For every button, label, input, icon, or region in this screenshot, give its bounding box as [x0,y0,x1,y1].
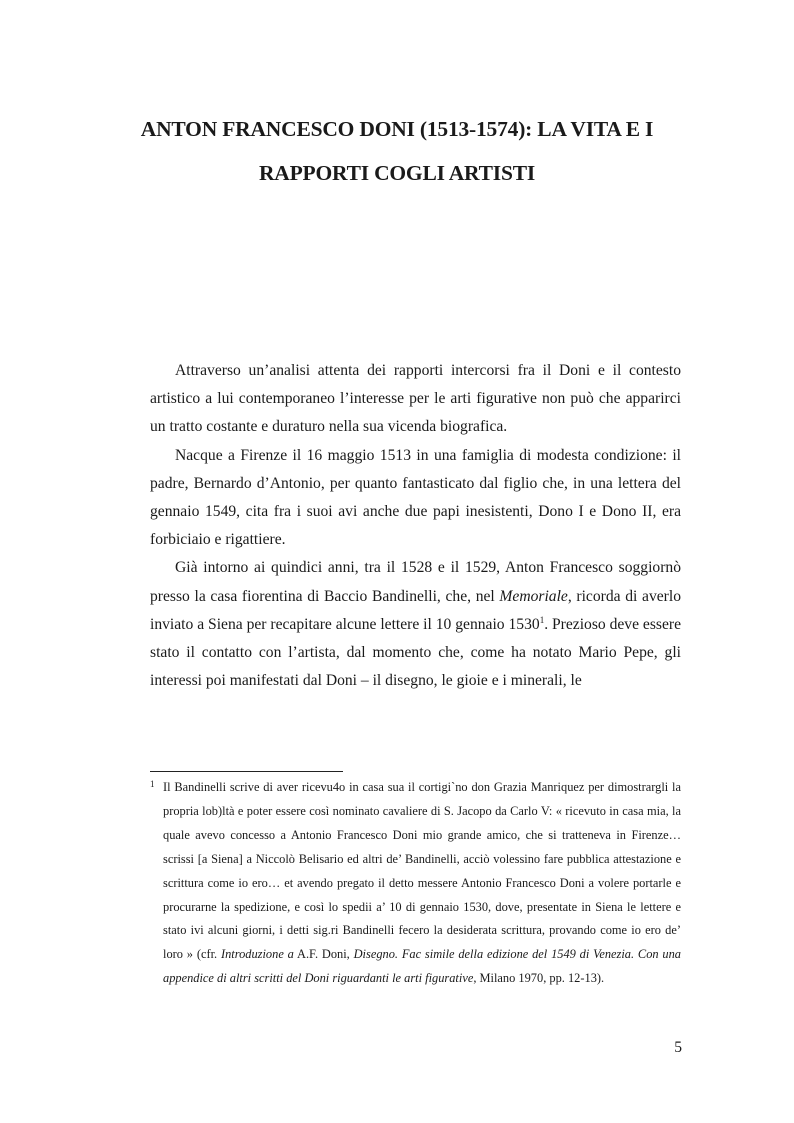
body-text [150,357,681,695]
paragraph-3-text-a: Già intorno ai quindici anni, tra il 1528 e il 1529, Anton Francesco soggiornò presso la casa fiorentina di Baccio Bandinelli, che, nel [150,559,681,605]
page-number: 5 [674,1039,682,1056]
footnote-text [163,776,681,991]
footnote-number: 1 [150,779,155,789]
paragraph-2: Nacque a Firenze il 16 maggio 1513 in una famiglia di modesta condizione: il padre, Bernardo d’Antonio, per quanto fantasticato dal figlio che, in una lettera del gennaio 1549, cita fra i suoi avi anche due papi inesistenti, Dono I e Dono II, era forbiciaio e rigattiere. [150,446,681,549]
chapter-title-line-1: ANTON FRANCESCO DONI (1513-1574): LA VITA E I [140,117,654,141]
footnote-separator [150,771,343,772]
footnote-reference[interactable]: 1 [539,614,545,625]
chapter-title [110,107,684,195]
chapter-title-line-2: RAPPORTI COGLI ARTISTI [258,161,536,185]
footnote-italic-2: Disegno. Fac simile della edizione del 1549 di Venezia. Con una appendice di altri scritti del Doni riguardanti le arti figurative [163,947,682,986]
paragraph-3-text-b: , ricorda di averlo inviato a Siena per recapitare alcune lettere il 10 gennaio 1530 [150,587,681,633]
footnote-text-b: A.F. Doni, [293,947,354,962]
footnote-italic-1: Introduzione a [220,947,294,962]
paragraph-1: Attraverso un’analisi attenta dei rapporti intercorsi fra il Doni e il contesto artistico a lui contemporaneo l’interesse per le arti figurative non può che apparirci un tratto costante e duraturo nella sua vicenda biografica. [150,362,681,436]
paragraph-3-text-c: . Prezioso deve essere stato il contatto con l’artista, dal momento che, come ha notato Mario Pepe, gli interessi poi manifestati dal Doni – il disegno, le gioie e i minerali, le [150,615,682,690]
footnote-1 [150,776,681,991]
footnote-text-a: Il Bandinelli scrive di aver ricevu4o in casa sua il cortigi`no don Grazia Manriquez per dimostrargli la propria lob)ltà e poter essere così nominato cavaliere di S. Jacopo da Carlo V: « ricevuto in casa mia, la quale avevo concesso a Antonio Francesco Doni mio grande amico, che si tratteneva in Firenze… scrissi [a Siena] a Niccolò Belisario ed altri de’ Bandinelli, acciò volessino fare pubblica attestazione e scrittura come io ero… et avendo pregato il detto messere Antonio Francesco Doni a volere portarle e procurarne la spedizione, e così lo spedii a’ 10 di gennaio 1530, dove, presentate in Siena le lettere e stato ivi alcuni giorni, i detti sig.ri Bandinelli fecero la desiderata scrittura, provando come io ero de’ loro » (cfr. [163,780,681,962]
memoriale-title: Memoriale [499,587,568,605]
footnote-text-c: , Milano 1970, pp. 12-13). [473,971,605,986]
paragraph-3 [150,554,681,695]
